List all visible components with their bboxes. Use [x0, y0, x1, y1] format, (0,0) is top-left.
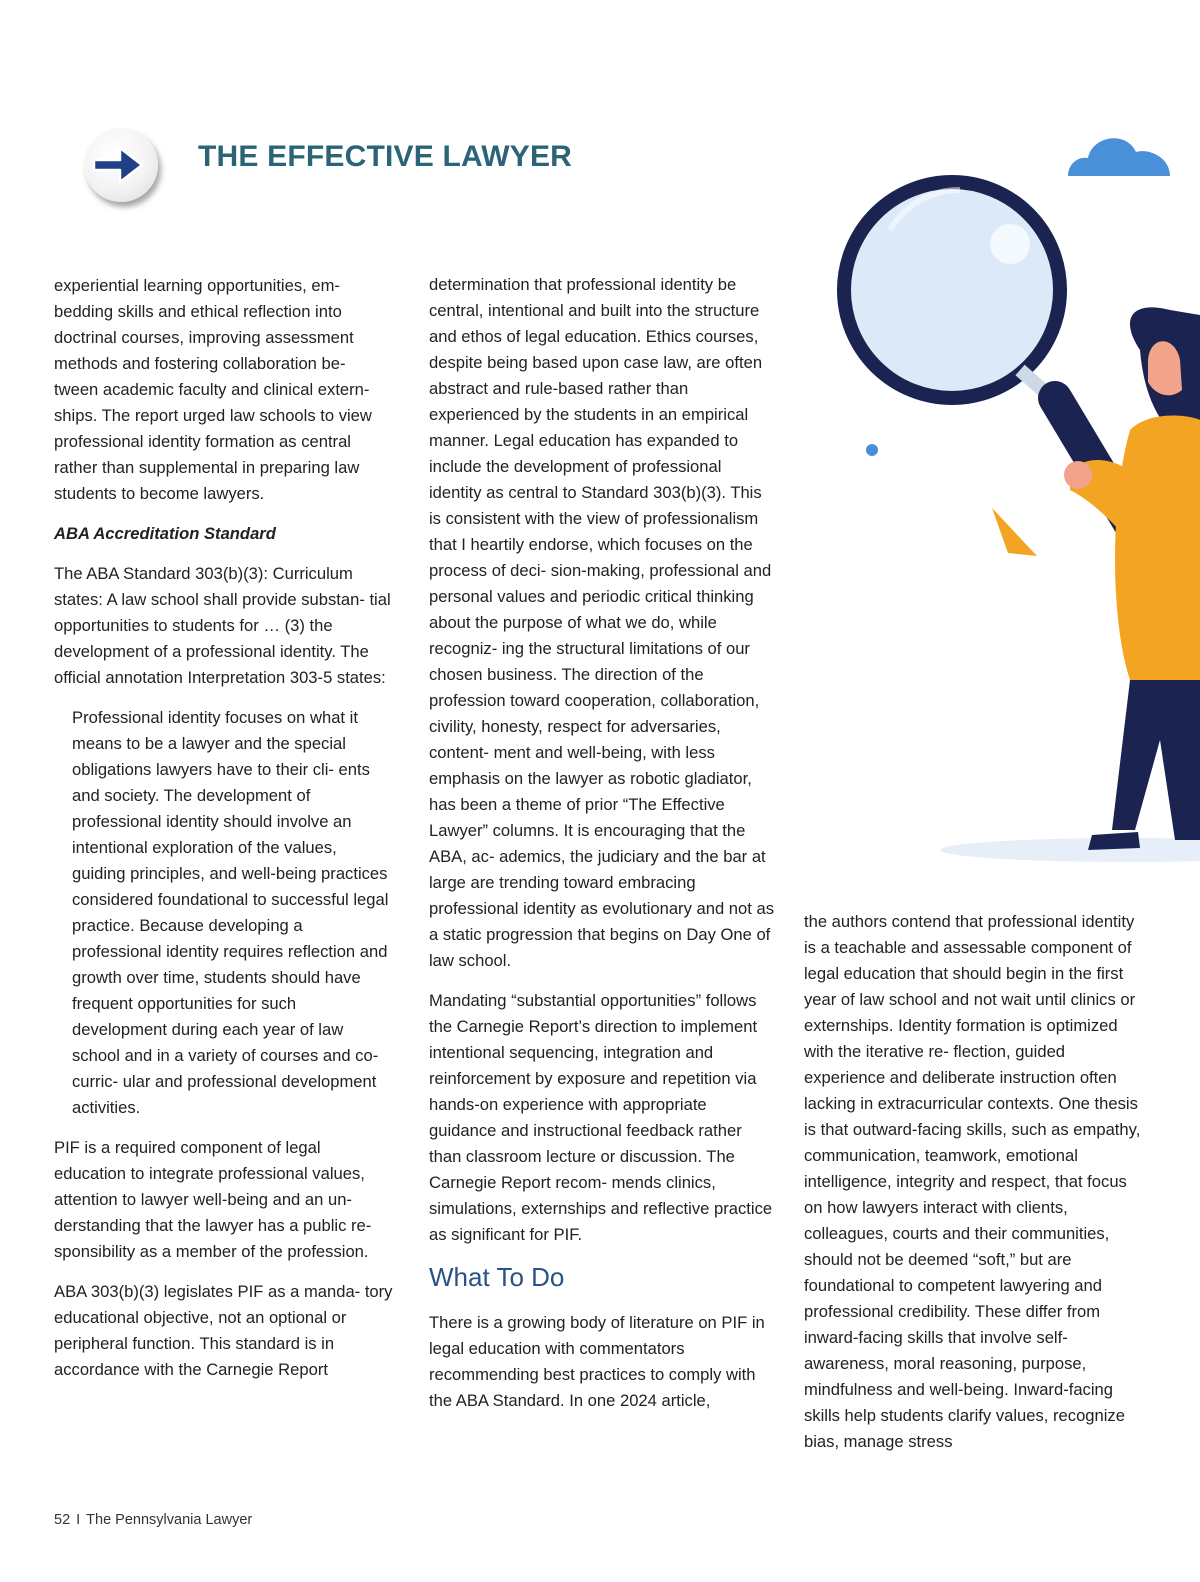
section-heading-what-to-do: What To Do	[429, 1262, 565, 1292]
paragraph: the authors contend that professional identity is a teachable and assessable component of legal education that should begin in the first year of law school and not wait until clinics or externships. Identity formation is optimized with the iterative re- flection, guided experience and deliberate instruction often lacking in extracurricular contexts. One thesis is that outward-facing skills, such as empathy, communication, teamwork, emotional intelligence, integrity and respect, that focus on how lawyers interact with clients, colleagues, courts and their communities, should not be deemed “soft,” but are foundational to competent lawyering and professional credibility. These differ from inward-facing skills that involve self-awareness, moral reasoning, purpose, mindfulness and well-being. Inward-facing skills help students clarify values, recognize bias, manage stress	[804, 912, 1141, 1451]
text-column-2	[429, 272, 774, 1428]
paragraph: experiential learning opportunities, em- bedding skills and ethical reflection into doctrinal courses, improving assessment methods and fostering collaboration be- tween academic faculty and clinical extern- ships. The report urged law schools to view professional identity formation as central rather than supplemental in preparing law students to become lawyers.	[54, 276, 372, 503]
cloud-icon	[1068, 138, 1170, 176]
paragraph: determination that professional identity be central, intentional and built into the structure and ethos of legal education. Ethics courses, despite being based upon case law, are often abstract and rule-based rather than experienced by the students in an empirical manner. Legal education has expanded to include the development of professional identity as central to Standard 303(b)(3). This is consistent with the view of professionalism that I heartily endorse, which focuses on the process of deci- sion-making, professional and personal values and periodic critical thinking about the purpose of what we do, while recogniz- ing the structural limitations of our chosen business. The direction of the profession toward cooperation, collaboration, civility, honesty, respect for adversaries, content- ment and well-being, with less emphasis on the lawyer as robotic gladiator, has been a theme of prior “The Effective Lawyer” columns. It is encouraging that the ABA, ac- ademics, the judiciary and the bar at large are trending toward embracing professional identity as evolutionary and not as a static progression that begins on Day One of law school.	[429, 275, 774, 970]
section-title: THE EFFECTIVE LAWYER	[198, 140, 573, 173]
page-footer	[54, 1512, 252, 1528]
footer-separator: I	[76, 1512, 81, 1528]
text-column-3	[804, 909, 1149, 1469]
publication-name: The Pennsylvania Lawyer	[86, 1512, 253, 1528]
paragraph: There is a growing body of literature on PIF in legal education with commentators recommending best practices to comply with the ABA Standard. In one 2024 article,	[429, 1313, 765, 1410]
paragraph: ABA 303(b)(3) legislates PIF as a manda- tory educational objective, not an optional or peripheral function. This standard is in accordance with the Carnegie Report	[54, 1282, 393, 1379]
paragraph: PIF is a required component of legal education to integrate professional values, attention to lawyer well-being and an un- derstanding that the lawyer has a public re- sponsibility as a member of the profession.	[54, 1138, 372, 1261]
text-column-1	[54, 273, 394, 1397]
page-number: 52	[54, 1512, 71, 1528]
block-quote: Professional identity focuses on what it means to be a lawyer and the special obligations lawyers have to their cli- ents and society. The development of professional identity should involve an intentional exploration of the values, guiding principles, and well-being practices considered foundational to successful legal practice. Because developing a professional identity requires reflection and growth over time, students should have frequent opportunities for such development during each year of law school and in a variety of courses and co-curric- ular and professional development activities.	[72, 708, 389, 1117]
paragraph: The ABA Standard 303(b)(3): Curriculum states: A law school shall provide substan- tial opportunities to students for … (3) the development of a professional identity. The official annotation Interpretation 303-5 states:	[54, 564, 391, 687]
subheading-aba-standard: ABA Accreditation Standard	[54, 524, 276, 543]
arrow-right-icon	[84, 128, 158, 202]
paragraph: Mandating “substantial opportunities” follows the Carnegie Report’s direction to implement intentional sequencing, integration and reinforcement by exposure and repetition via hands-on experience with appropriate guidance and instructional feedback rather than classroom lecture or discussion. The Carnegie Report recom- mends clinics, simulations, externships and reflective practice as significant for PIF.	[429, 991, 773, 1244]
magnifying-glass-illustration	[830, 120, 1200, 880]
